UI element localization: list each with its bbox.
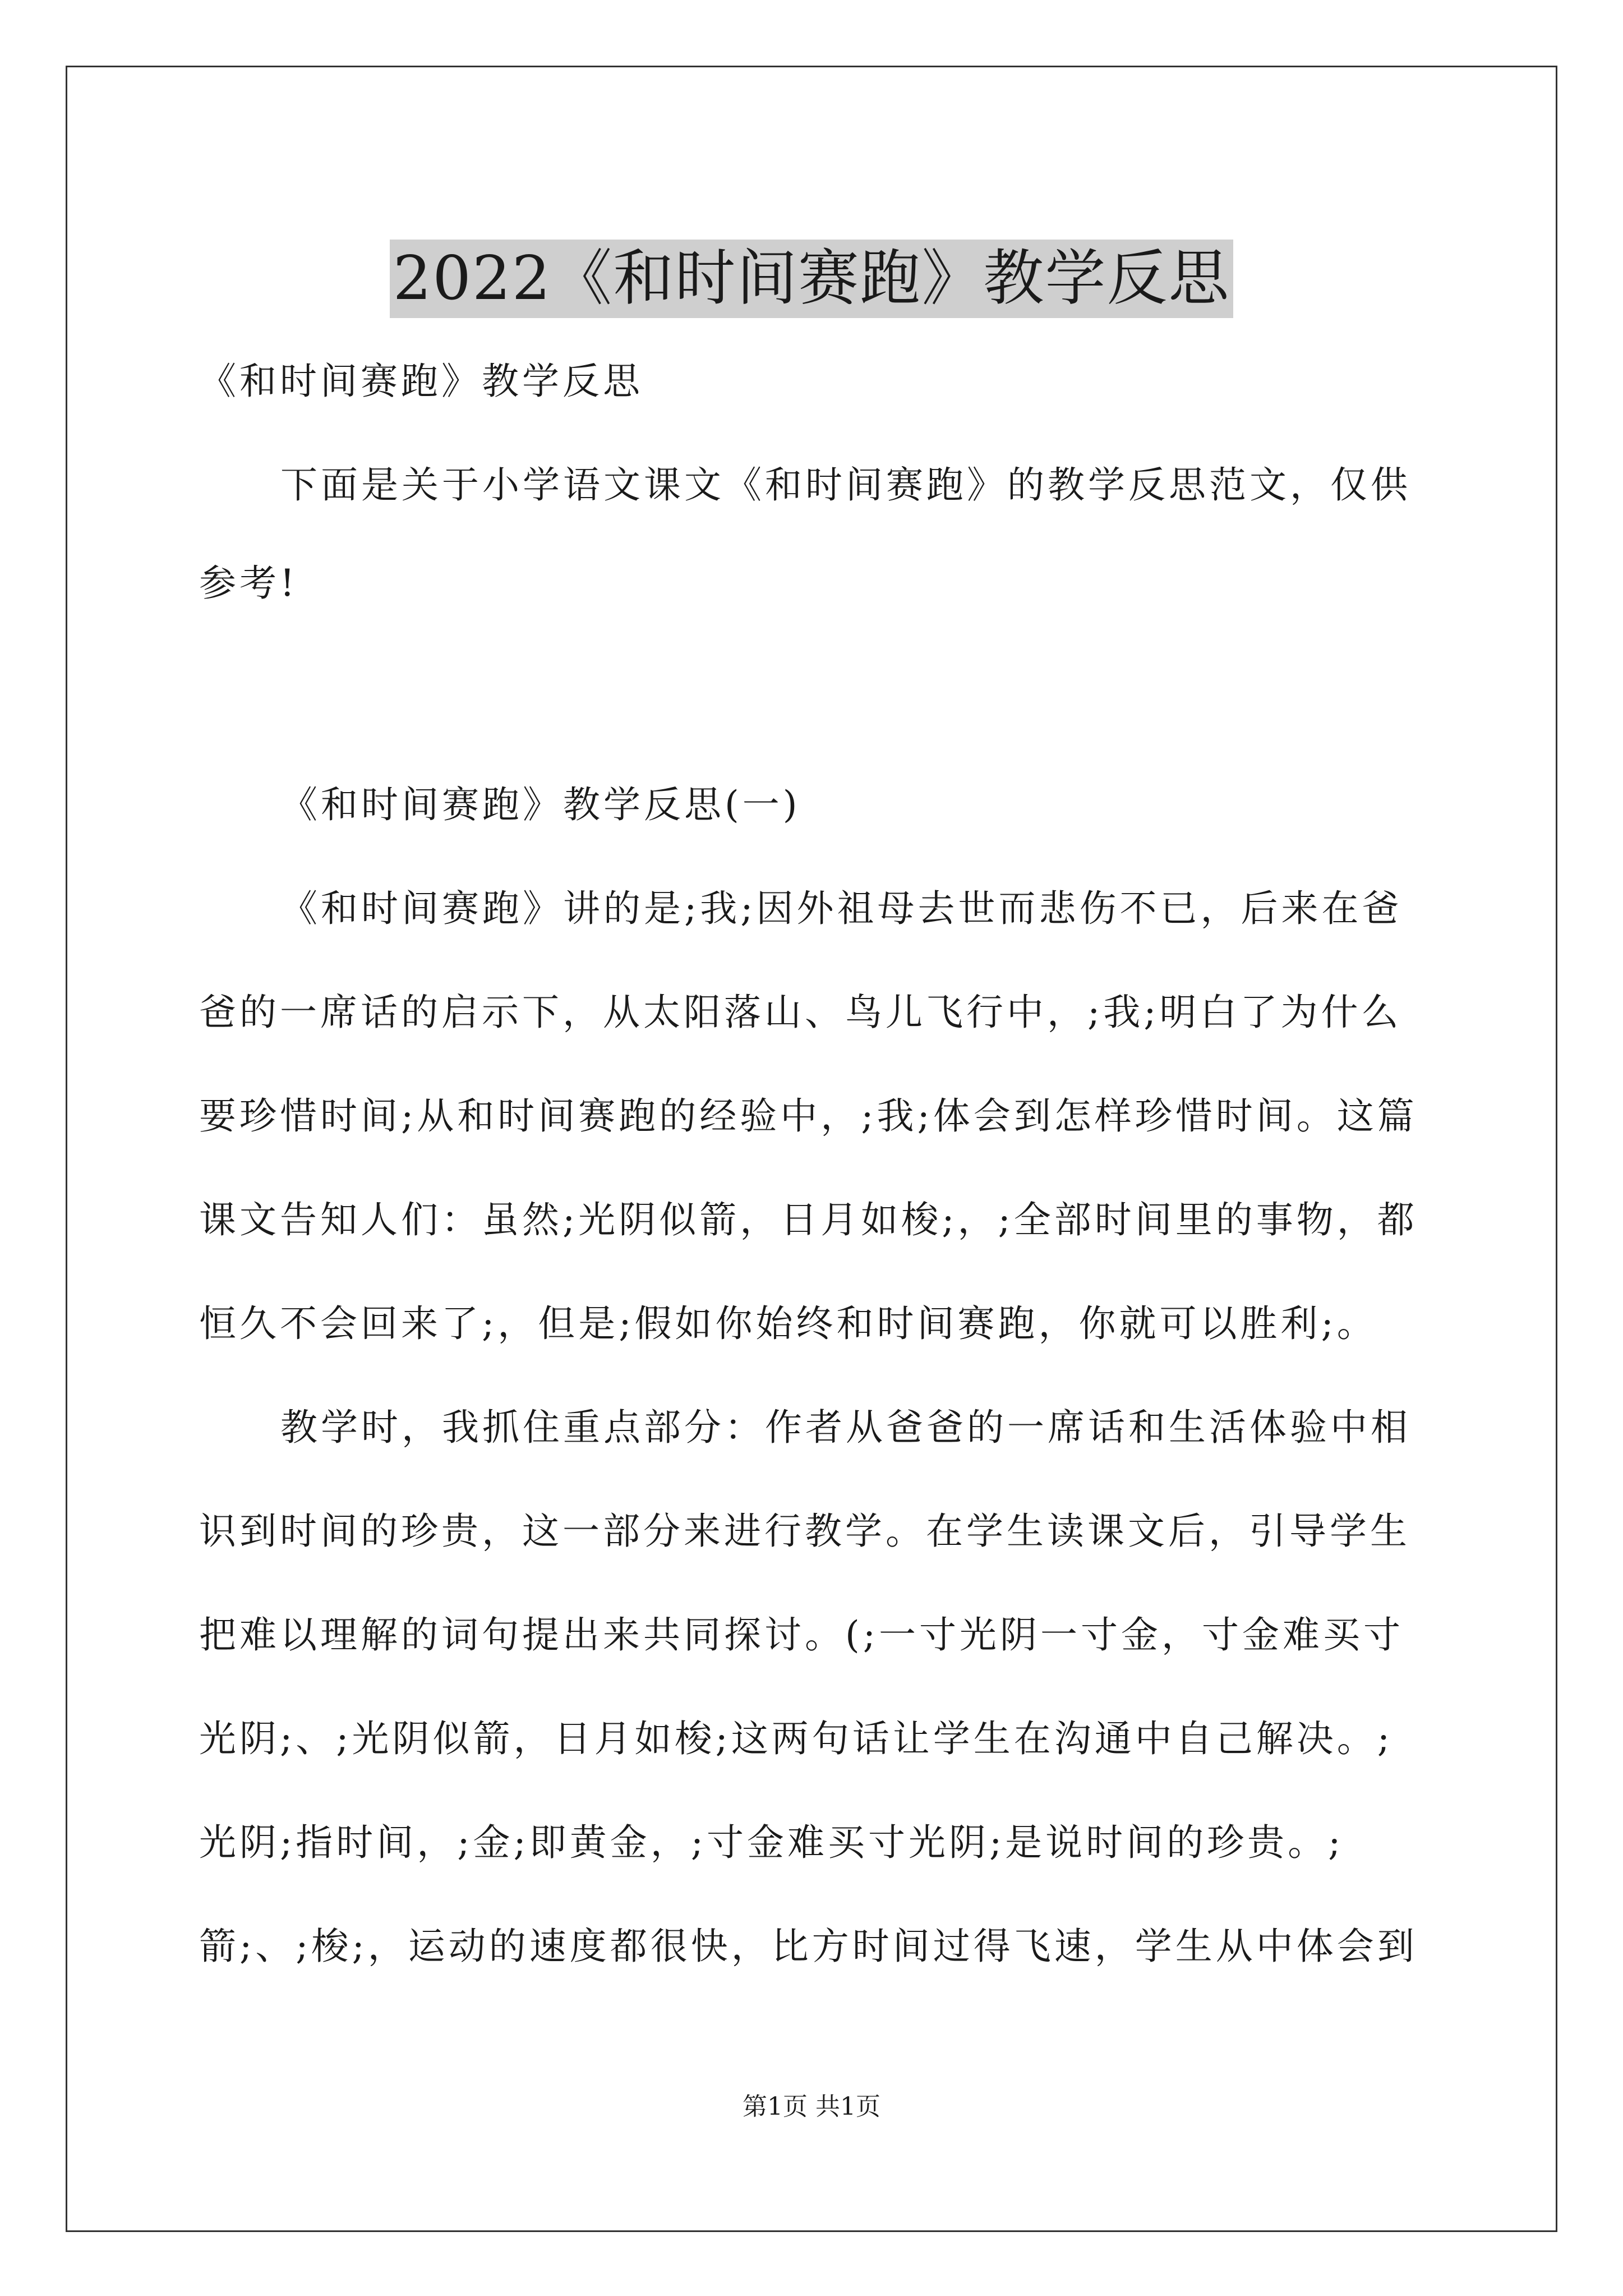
paragraph-line: 把难以理解的词句提出来共同探讨。(;一寸光阴一寸金，寸金难买寸 [199, 1613, 1404, 1657]
paragraph-line: 恒久不会回来了;，但是;假如你始终和时间赛跑，你就可以胜利;。 [199, 1302, 1377, 1345]
paragraph-line: 课文告知人们：虽然;光阴似箭，日月如梭;，;全部时间里的事物，都 [199, 1198, 1418, 1241]
paragraph-line: 《和时间赛跑》讲的是;我;因外祖母去世而悲伤不已，后来在爸 [280, 887, 1403, 930]
paragraph-line: 爸的一席话的启示下，从太阳落山、鸟儿飞行中，;我;明白了为什么 [199, 991, 1402, 1034]
paragraph-line: 识到时间的珍贵，这一部分来进行教学。在学生读课文后，引导学生 [199, 1510, 1410, 1553]
document-title: 2022《和时间赛跑》教学反思 [390, 240, 1234, 318]
paragraph-line: 光阴;指时间，;金;即黄金，;寸金难买寸光阴;是说时间的珍贵。; [199, 1821, 1344, 1864]
paragraph-line: 教学时，我抓住重点部分：作者从爸爸的一席话和生活体验中相 [280, 1406, 1411, 1449]
paragraph-line: 下面是关于小学语文课文《和时间赛跑》的教学反思范文，仅供 [280, 463, 1411, 507]
paragraph-line: 要珍惜时间;从和时间赛跑的经验中，;我;体会到怎样珍惜时间。这篇 [199, 1094, 1418, 1138]
paragraph-line: 光阴;、;光阴似箭，日月如梭;这两句话让学生在沟通中自己解决。; [199, 1717, 1393, 1760]
paragraph-line: 参考! [199, 562, 298, 605]
subtitle-line: 《和时间赛跑》教学反思 [199, 360, 643, 403]
page-footer: 第1页 共1页 [743, 2092, 880, 2121]
paragraph-line: 箭;、;梭;，运动的速度都很快，比方时间过得飞速，学生从中体会到 [199, 1925, 1418, 1968]
title-container [0, 199, 1623, 359]
section-heading: 《和时间赛跑》教学反思(一) [280, 783, 801, 826]
